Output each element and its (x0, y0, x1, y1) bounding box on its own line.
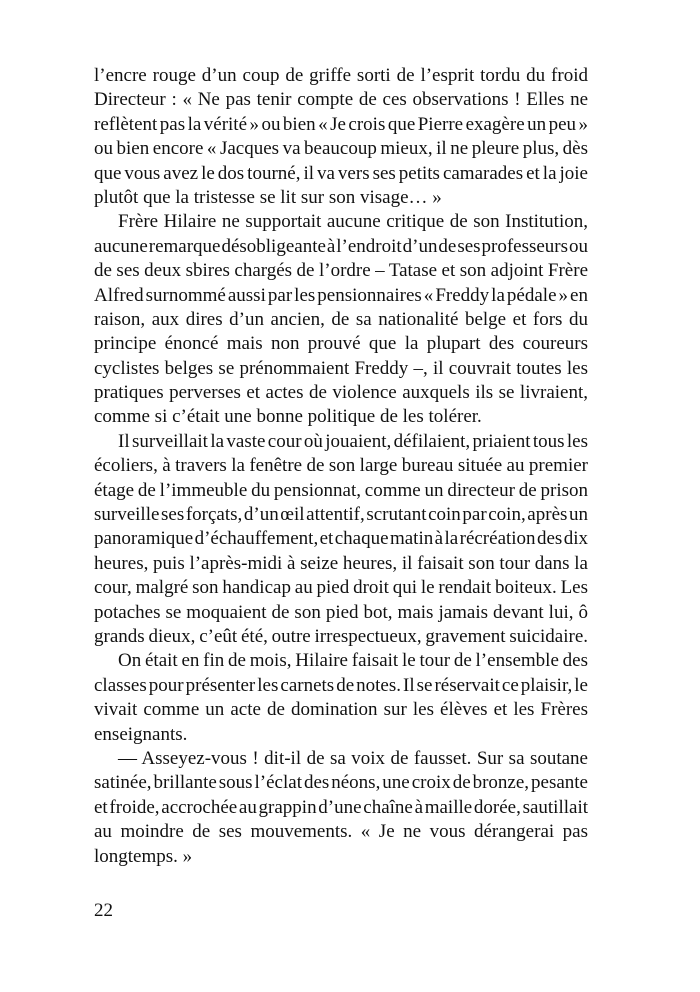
text-line-content: cour, malgré son handicap au pied droit qui le rendait boiteux. Les (94, 577, 588, 599)
text-line-content: ou bien encore « Jacques va beaucoup mieux, il ne pleure plus, dès (94, 138, 588, 160)
text-line-content: satinée, brillante sous l’éclat des néons, une croix de bronze, pesante (94, 772, 588, 794)
text-line (94, 235, 588, 259)
text-line (94, 845, 588, 869)
text-line (94, 430, 588, 454)
text-line (94, 771, 588, 795)
paragraph (94, 430, 588, 650)
text-line (94, 284, 588, 308)
text-line (94, 479, 588, 503)
text-line (94, 210, 588, 234)
text-line (94, 64, 588, 88)
text-line-content: étage de l’immeuble du pensionnat, comme un directeur de prison (94, 479, 588, 501)
text-line-content: principe énoncé mais non prouvé que la plupart des coureurs (94, 333, 588, 355)
text-line (94, 820, 588, 844)
paragraphs (94, 64, 588, 869)
text-line-content: surveille ses forçats, d’un œil attentif, scrutant coin par coin, après un (94, 504, 588, 526)
text-line-content: grands dieux, c’eût été, outre irrespectueux, gravement suicidaire. (94, 625, 588, 647)
text-line-content: reflètent pas la vérité » ou bien « Je crois que Pierre exagère un peu » (94, 113, 588, 135)
text-line-content: On était en fin de mois, Hilaire faisait le tour de l’ensemble des (118, 650, 588, 672)
page-number: 22 (94, 899, 113, 921)
text-line (94, 381, 588, 405)
text-line (94, 649, 588, 673)
text-line-content: — Asseyez-vous ! dit-il de sa voix de fausset. Sur sa soutane (118, 747, 588, 769)
text-line-content: plutôt que la tristesse se lit sur son visage… » (94, 186, 442, 208)
text-line (94, 503, 588, 527)
text-line-content: que vous avez le dos tourné, il va vers ses petits camarades et la joie (94, 162, 588, 184)
text-line (94, 527, 588, 551)
text-line (94, 162, 588, 186)
text-line-content: l’encre rouge d’un coup de griffe sorti de l’esprit tordu du froid (94, 65, 588, 86)
text-line (94, 698, 588, 722)
text-line-content: Frère Hilaire ne supportait aucune critique de son Institution, (118, 211, 588, 233)
body-text (94, 64, 588, 923)
text-line-content: écoliers, à travers la fenêtre de son large bureau située au premier (94, 455, 588, 477)
paragraph (94, 747, 588, 869)
text-line (94, 405, 588, 429)
text-line (94, 625, 588, 649)
text-line-content: longtemps. » (94, 845, 193, 867)
paragraph (94, 649, 588, 747)
text-line-content: aucune remarque désobligeante à l’endroit d’un de ses professeurs ou (94, 235, 588, 257)
text-line-content: vivait comme un acte de domination sur les élèves et les Frères (94, 699, 588, 721)
text-line-content: cyclistes belges se prénommaient Freddy –, il couvrait toutes les (94, 357, 588, 379)
text-line (94, 796, 588, 820)
text-line-content: pratiques perverses et actes de violence auxquels ils se livraient, (94, 382, 588, 404)
text-line (94, 747, 588, 771)
text-line (94, 357, 588, 381)
text-line-content: Directeur : « Ne pas tenir compte de ces observations ! Elles ne (94, 89, 588, 111)
text-line-content: raison, aux dires d’un ancien, de sa nationalité belge et fors du (94, 308, 588, 330)
text-line-content: de ses deux sbires chargés de l’ordre – Tatase et son adjoint Frère (94, 260, 588, 282)
text-line-content: panoramique d’échauffement, et chaque matin à la récréation des dix (94, 528, 588, 550)
text-line-content: comme si c’était une bonne politique de les tolérer. (94, 406, 482, 428)
paragraph (94, 210, 588, 430)
text-line (94, 454, 588, 478)
text-line-content: enseignants. (94, 723, 188, 745)
text-line-content: Alfred surnommé aussi par les pensionnaires « Freddy la pédale » en (94, 284, 588, 306)
text-line-content: Il surveillait la vaste cour où jouaient, défilaient, priaient tous les (118, 430, 588, 452)
text-line-content: classes pour présenter les carnets de notes. Il se réservait ce plaisir, le (94, 674, 588, 696)
text-line (94, 308, 588, 332)
text-line (94, 723, 588, 747)
text-line (94, 576, 588, 600)
text-line (94, 88, 588, 112)
text-line (94, 113, 588, 137)
paragraph (94, 64, 588, 210)
text-line-content: potaches se moquaient de son pied bot, mais jamais devant lui, ô (94, 601, 588, 623)
text-line (94, 137, 588, 161)
text-line (94, 552, 588, 576)
text-line (94, 332, 588, 356)
text-line (94, 601, 588, 625)
text-line (94, 186, 588, 210)
text-line-content: au moindre de ses mouvements. « Je ne vous dérangerai pas (94, 821, 588, 843)
text-line (94, 259, 588, 283)
text-line (94, 674, 588, 698)
text-line-content: heures, puis l’après-midi à seize heures, il faisait son tour dans la (94, 552, 588, 574)
text-line-content: et froide, accrochée au grappin d’une chaîne à maille dorée, sautillait (94, 796, 588, 818)
